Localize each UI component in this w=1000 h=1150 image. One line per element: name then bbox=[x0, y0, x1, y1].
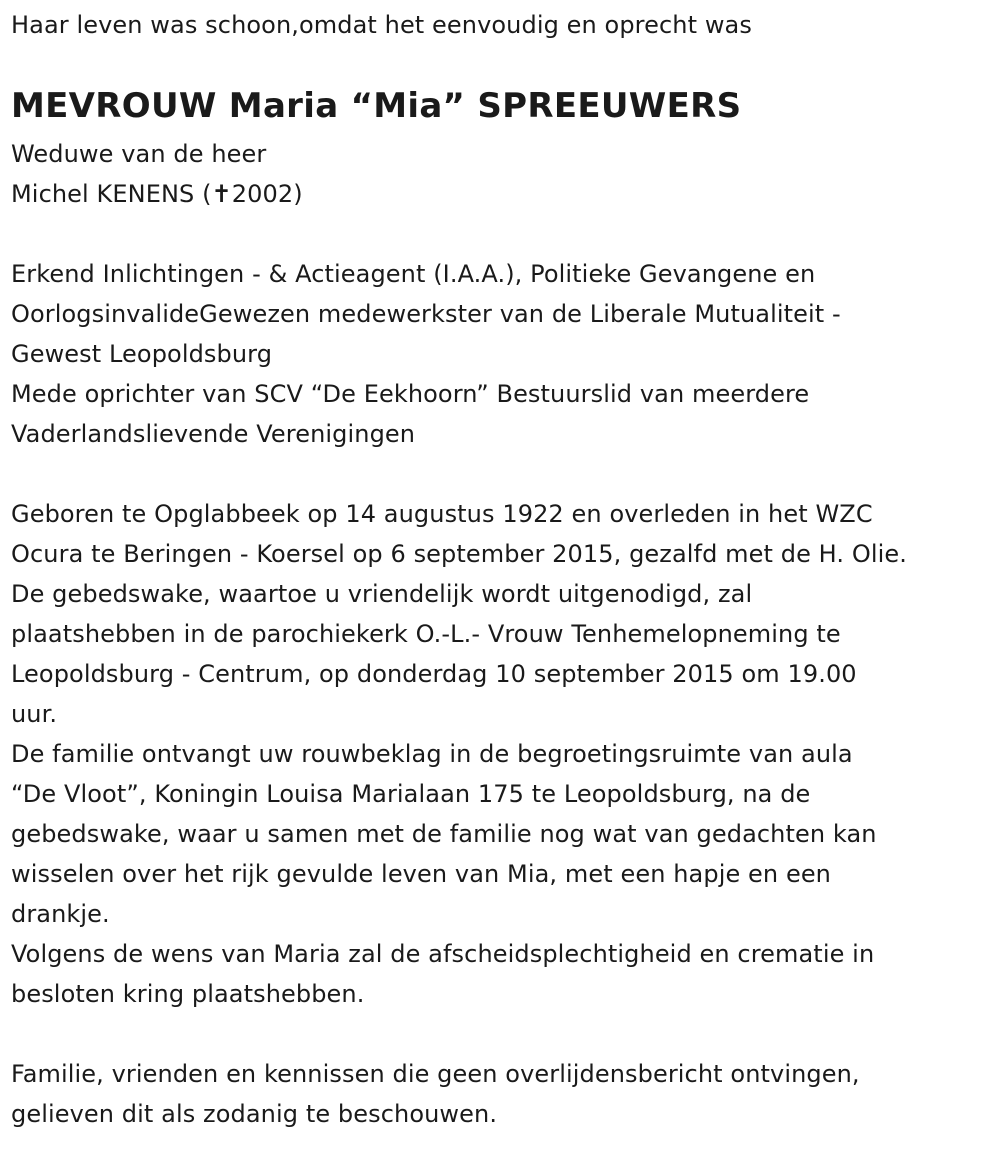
roles-line: Gewest Leopoldsburg bbox=[11, 340, 273, 368]
closing-notice bbox=[11, 1054, 991, 1134]
widow-info bbox=[11, 134, 991, 214]
notice-line: gelieven dit als zodanig te beschouwen. bbox=[11, 1100, 498, 1128]
roles-line: Vaderlandslievende Verenigingen bbox=[11, 420, 416, 448]
roles-line: Mede oprichter van SCV “De Eekhoorn” Bestuurslid van meerdere bbox=[11, 380, 810, 408]
death-line: uur. bbox=[11, 700, 58, 728]
death-line: Geboren te Opglabbeek op 14 augustus 1922 en overleden in het WZC bbox=[11, 500, 873, 528]
notice-line: Familie, vrienden en kennissen die geen overlijdensbericht ontvingen, bbox=[11, 1060, 860, 1088]
roles-line: OorlogsinvalideGewezen medewerkster van de Liberale Mutualiteit - bbox=[11, 300, 841, 328]
roles-paragraph bbox=[11, 254, 991, 454]
death-line: plaatshebben in de parochiekerk O.-L.- Vrouw Tenhemelopneming te bbox=[11, 620, 841, 648]
death-line: wisselen over het rijk gevulde leven van Mia, met een hapje en een bbox=[11, 860, 831, 888]
deceased-name: MEVROUW Maria “Mia” SPREEUWERS bbox=[11, 86, 742, 126]
roles-line: Erkend Inlichtingen - & Actieagent (I.A.A.), Politieke Gevangene en bbox=[11, 260, 816, 288]
death-line: “De Vloot”, Koningin Louisa Marialaan 175 te Leopoldsburg, na de bbox=[11, 780, 811, 808]
death-line: Volgens de wens van Maria zal de afscheidsplechtigheid en crematie in bbox=[11, 940, 875, 968]
death-line: drankje. bbox=[11, 900, 110, 928]
death-line: besloten kring plaatshebben. bbox=[11, 980, 365, 1008]
widow-line: Michel KENENS (✝2002) bbox=[11, 180, 303, 208]
motto-quote: Haar leven was schoon,omdat het eenvoudig en oprecht was bbox=[11, 11, 752, 39]
birth-death-ceremony-paragraph bbox=[11, 494, 991, 1014]
death-line: Ocura te Beringen - Koersel op 6 september 2015, gezalfd met de H. Olie. bbox=[11, 540, 907, 568]
death-line: Leopoldsburg - Centrum, op donderdag 10 september 2015 om 19.00 bbox=[11, 660, 857, 688]
death-line: De gebedswake, waartoe u vriendelijk wordt uitgenodigd, zal bbox=[11, 580, 753, 608]
death-line: De familie ontvangt uw rouwbeklag in de begroetingsruimte van aula bbox=[11, 740, 853, 768]
widow-line: Weduwe van de heer bbox=[11, 140, 267, 168]
death-line: gebedswake, waar u samen met de familie nog wat van gedachten kan bbox=[11, 820, 877, 848]
